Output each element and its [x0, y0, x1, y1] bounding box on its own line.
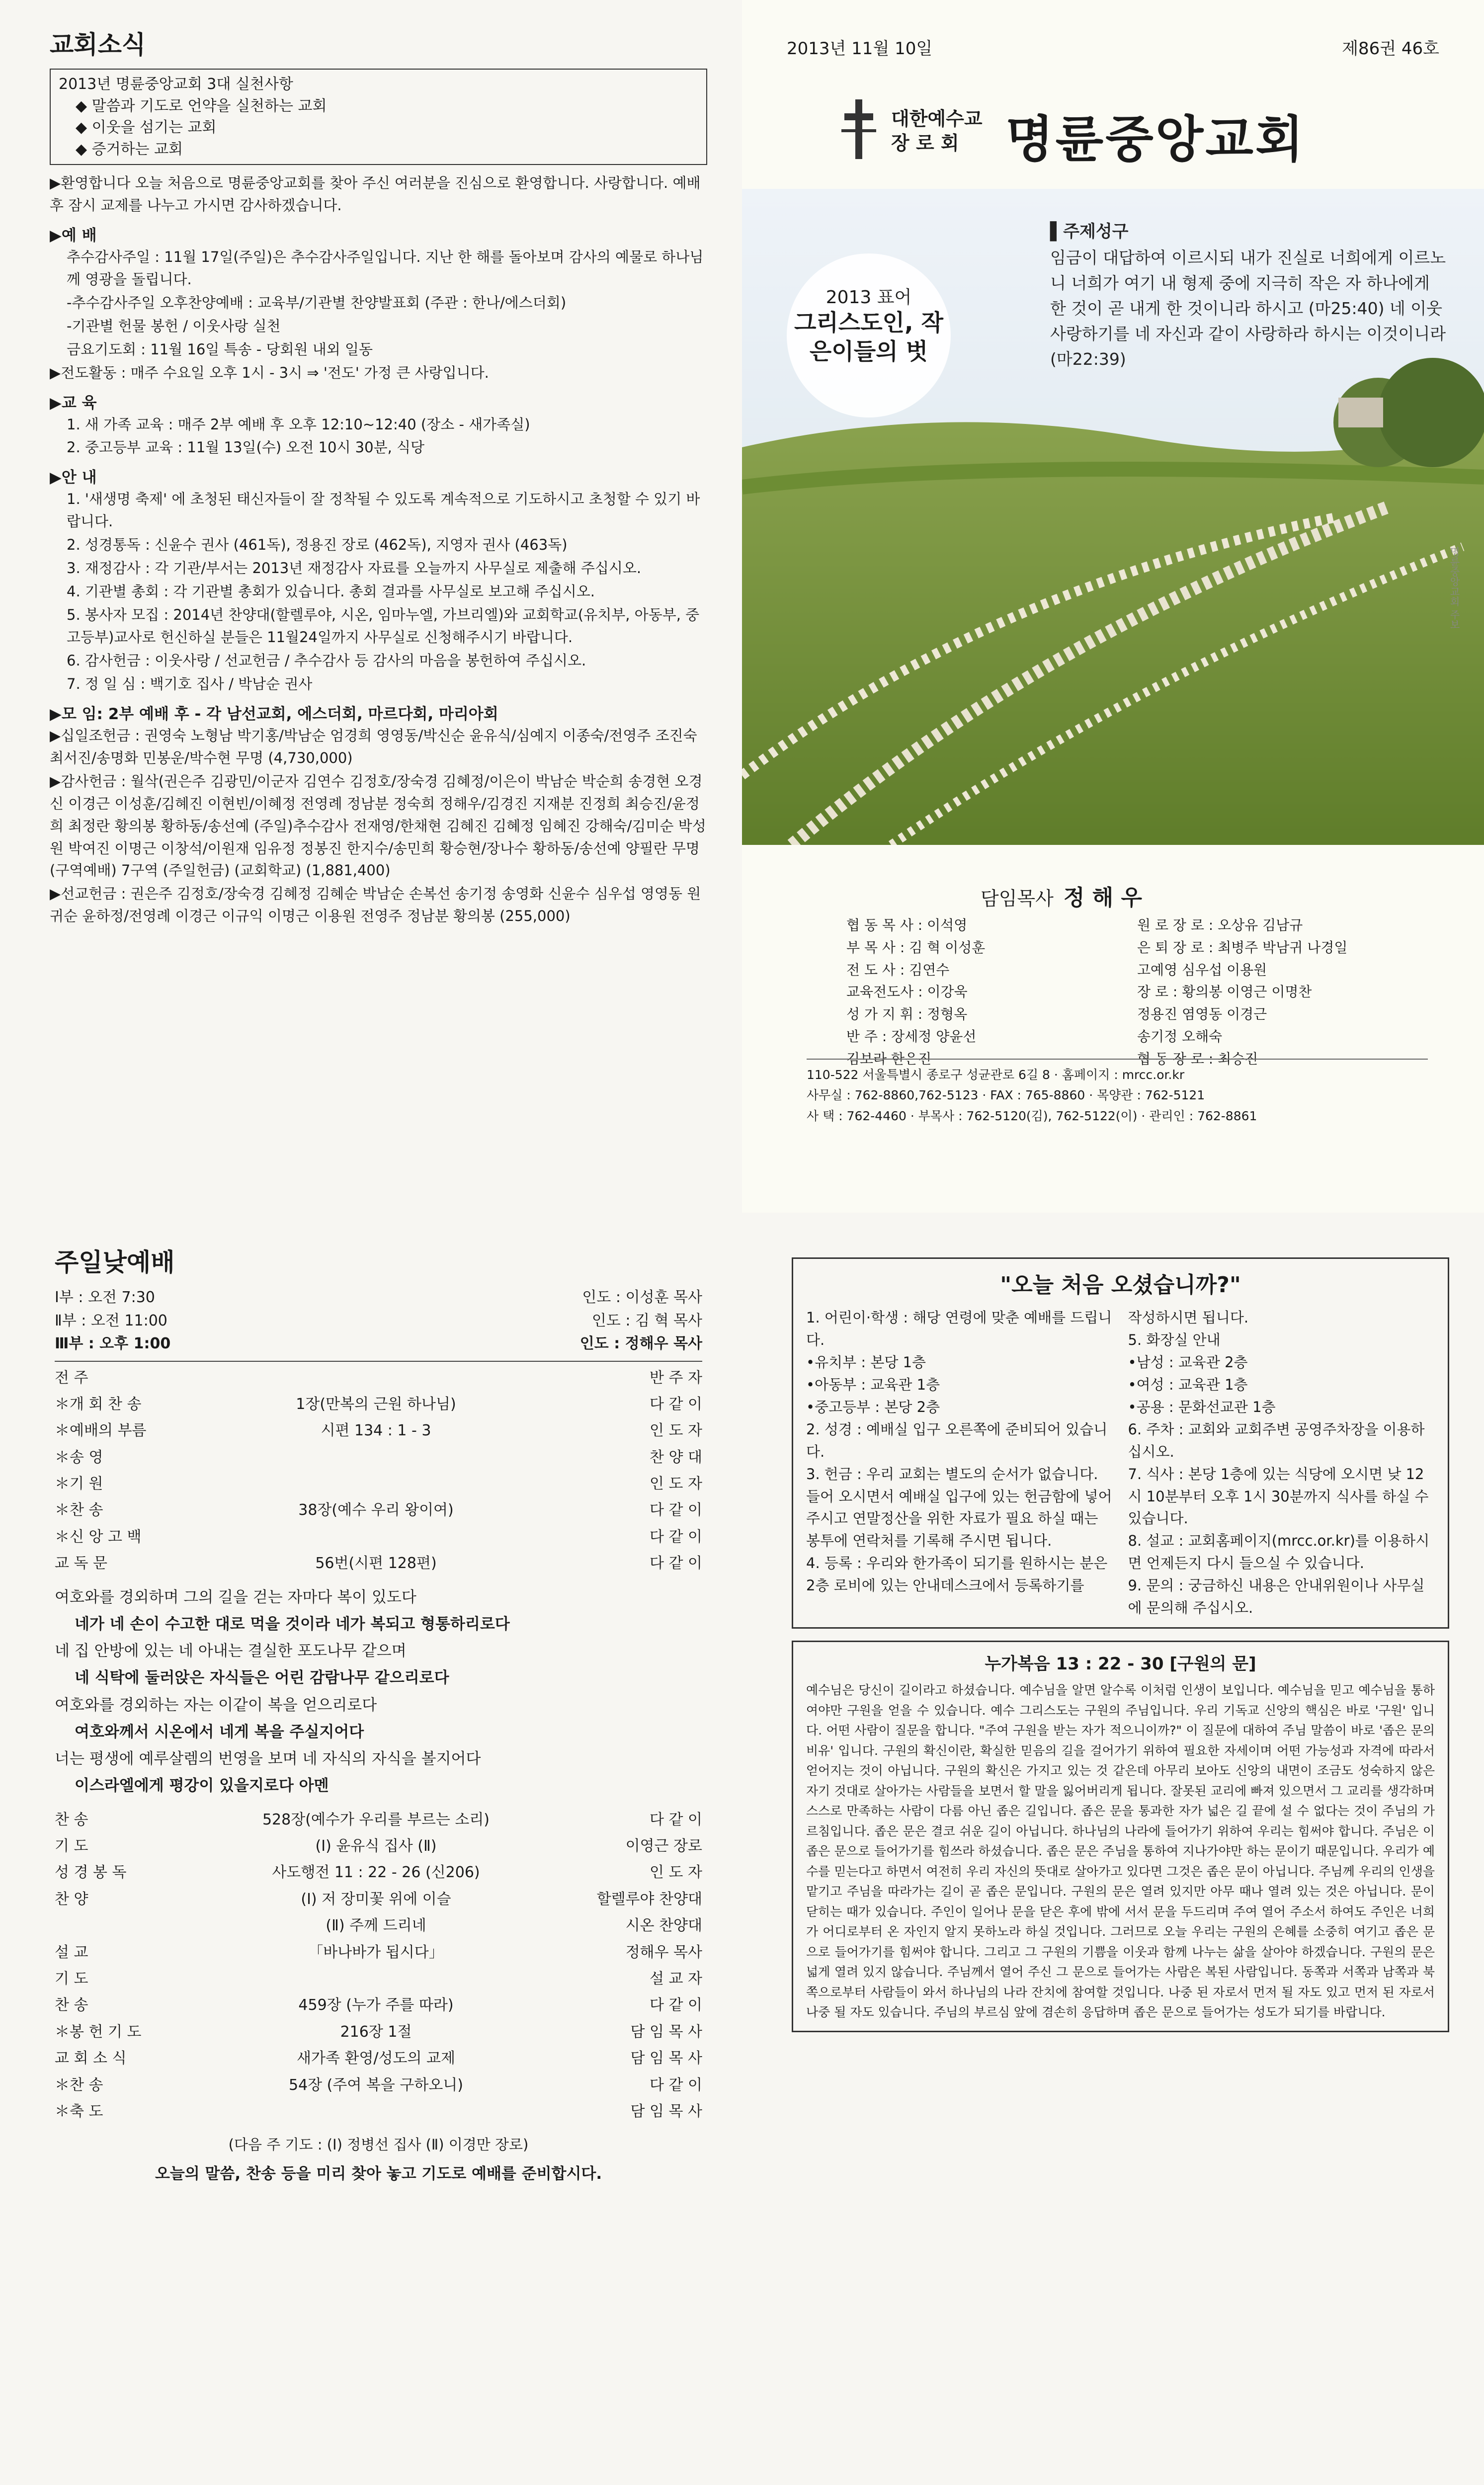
news-line: 1. 새 가족 교육 : 매주 2부 예배 후 오후 12:10~12:40 (장소 - 새가족실) — [67, 415, 530, 433]
next-week-prayer: (다음 주 기도 : (Ⅰ) 정병선 집사 (Ⅱ) 이경만 장로) — [228, 2136, 529, 2154]
goals-box — [50, 69, 707, 165]
visitor-info-line: •아동부 : 교육관 1층 — [806, 1376, 940, 1393]
offering-list: ▶십일조헌금 : 권영숙 노형남 박기홍/박남순 엄경희 영영동/박신순 윤유식/심예지 이종숙/전영주 조진숙 최서진/송명화 민봉운/박수현 무명 (4,730,000) — [50, 727, 697, 766]
order-row: (Ⅱ) 주께 드리네 시온 찬양대 — [326, 1917, 702, 1935]
responsive-line: 네 식탁에 둘러앉은 자식들은 어린 감람나무 같으리로다 — [75, 1669, 449, 1687]
section-heading: ▶모 임: 2부 예배 후 - 각 남선교회, 에스더회, 마르다회, 마리아회 — [50, 705, 498, 723]
scripture-title: 누가복음 13 : 22 - 30 [구원의 문] — [985, 1654, 1256, 1674]
news-line: 1. '새생명 축제' 에 초청된 태신자들이 잘 정착될 수 있도록 계속적으로 기도하시고 초청할 수 있기 바랍니다. — [67, 491, 700, 530]
order-row: ＊찬 송 38장(예수 우리 왕이여) 다 같 이 — [55, 1501, 702, 1519]
responsive-line: 너는 평생에 예루살렘의 번영을 보며 네 자식의 자식을 볼지어다 — [55, 1750, 481, 1768]
weekday-worship-panel — [0, 2445, 742, 2485]
order-row: 전 주 반 주 자 — [55, 1369, 702, 1387]
news-line: 추수감사주일 : 11월 17일(주일)은 추수감사주일입니다. 지난 한 해를 돌아보며 감사의 예물로 하나님께 영광을 돌립니다. — [67, 248, 704, 288]
welcome-box — [792, 1257, 1449, 1629]
service-time-row: Ⅰ부 : 오전 7:30 인도 : 이성훈 목사 — [55, 1289, 702, 1306]
responsive-line: 여호와께서 시온에서 네게 복을 주실지어다 — [75, 1723, 364, 1741]
visitor-info-line: 2. 성경 : 예배실 입구 오른쪽에 준비되어 있습니다. — [806, 1420, 1108, 1460]
order-row: ＊예배의 부름 시편 134 : 1 - 3 인 도 자 — [55, 1422, 702, 1440]
theme-text: 임금이 대답하여 이르시되 내가 진실로 너희에게 이르노니 너희가 여기 내 형제 중에 지극히 작은 자 하나에게 한 것이 곧 내게 한 것이니라 하시고 (마25:40) 네 이웃 사랑하기를 네 자신과 같이 사랑하라 하시는 이것이니라 (마22:39) — [1050, 248, 1446, 369]
senior-pastor: 담임목사 정 해 우 — [981, 885, 1142, 911]
visitor-info-line: 7. 식사 : 본당 1층에 있는 식당에 오시면 낮 12시 10분부터 오후 1시 30분까지 식사를 하실 수 있습니다. — [1128, 1465, 1429, 1527]
order-row: 교 회 소 식 새가족 환영/성도의 교제 담 임 목 사 — [55, 2050, 702, 2068]
news-line: 2. 성경통독 : 신윤수 권사 (461독), 정용진 장로 (462독), 지영자 권사 (463독) — [67, 536, 568, 554]
section-heading: ▶안 내 — [50, 469, 97, 487]
theme-title: ▌주제성구 — [1050, 222, 1129, 242]
news-line: -추수감사주일 오후찬양예배 : 교육부/기관별 찬양발표회 (주관 : 한나/에스더회) — [67, 294, 567, 311]
section-heading: ▶예 배 — [50, 226, 97, 245]
responsive-reading — [55, 1584, 702, 1800]
visitor-info-line: 작성하시면 됩니다. — [1128, 1309, 1249, 1326]
prep-note: 오늘의 말씀, 찬송 등을 미리 찾아 놓고 기도로 예배를 준비합시다. — [155, 2165, 602, 2183]
order-row: ＊찬 송 54장 (주여 복을 구하오니) 다 같 이 — [55, 2076, 702, 2094]
sermon-summary: 예수님은 당신이 길이라고 하셨습니다. 예수님을 알면 알수록 이처럼 인생이 보입니다. 예수님을 믿고 예수님을 통하여야만 구원을 얻을 수 있습니다. 예수 그리스도는 구원의 주님입니다. 우리 기독교 신앙의 핵심은 바로 '구원' 입니다. 어떤 사람이 질문을 합니다. "주여 구원을 받는 자가 적으니이까?" 이 질문에 대하여 주님 말씀이 바로 '좁은 문의 비유' 입니다. 구원의 확신이란, 확실한 믿음의 길을 걸어가기 위하여 필요한 자세이며 어떤 가능성과 자격에 따라서 얻어지는 것이 아닙니다. 구원의 확신은 가지고 있는 것 같은데 아무리 보아도 신앙의 내면이 조금도 성숙하지 않은 자기 것대로 살아가는 사람들을 보면서 할 말을 잃어버리게 됩니다. 잘못된 교리에 빠져 있으면서 그 교리를 생각하며 스스로 만족하는 사람이 다름 아닌 좁은 길입니다. 좁은 문을 통과한 자가 넓은 길 끝에 설 수 없다는 것이 주님의 가르침입니다. 좁은 문은 결코 쉬운 길이 아닙니다. 하나님의 나라에 들어가기 위하여 우리는 힘써야 합니다. 주님은 이 좁은 문으로 들어가기를 힘쓰라 하셨습니다. 좁은 문은 주님을 통하여 지나가야만 하는 문이기 때문입니다. 우리가 예수를 믿는다고 하면서 여전히 우리 자신의 뜻대로 살아가고 있다면 그것은 좁은 문이 아닙니다. 주님께 우리의 인생을 맡기고 주님을 따라가는 길이 곧 좁은 문입니다. 구원의 문은 열려 있지만 아무 때나 열려 있는 것은 아닙니다. 문이 닫히는 때가 있습니다. 주인이 일어나 문을 닫은 후에 밖에 서서 문을 두드리며 주여 열어 주소서 하여도 주인은 너희가 어디로부터 온 자인지 알지 못하노라 하실 것입니다. 그러므로 오늘 우리는 구원의 은혜를 소중히 여기고 좁은 문으로 들어가기를 힘써야 합니다. 그리고 그 구원의 기쁨을 이웃과 함께 나누는 삶을 살아야 하겠습니다. 구원의 문은 넓게 열려 있지 않습니다. 주님께서 열어 주신 그 문으로 들어가는 사람은 복된 사람입니다. 동쪽과 서쪽과 남쪽과 북쪽으로부터 사람들이 와서 하나님의 나라 잔치에 참여할 것입니다. 나중 된 자로서 먼저 될 자도 있고 먼저 된 자로서 나중 될 자도 있습니다. 주님의 부르심 앞에 겸손히 응답하며 좁은 문으로 들어가는 성도가 되기를 바랍니다. — [806, 1683, 1435, 2020]
goal-item: ◆ 증거하는 교회 — [76, 140, 183, 158]
news-line: ▶전도활동 : 매주 수요일 오후 1시 - 3시 ⇒ '전도' 가정 큰 사랑입니다. — [50, 364, 489, 381]
info-panel — [742, 2445, 1484, 2485]
responsive-line: 이스라엘에게 평강이 있을지로다 아멘 — [75, 1777, 329, 1795]
news-line: 금요기도회 : 11월 16일 특송 - 당회원 내외 일동 — [67, 340, 373, 358]
staff-list: 협 동 목 사 : 이석영 원 로 장 로 : 오상유 김남규 부 목 사 : 김 혁 이성훈 은 퇴 장 로 : 최병주 박남귀 나경일 전 도 사 : 김연수 고예영 심우섭 이용원 교육전도사 : 이강욱 장 로 : 황의봉 이영근 이명찬 성 가 지 휘 : 정형옥 정용진 염영동 이경근 반 주 : 장세정 양윤선 송기정 오해숙 김보라 한은진 협 동 장 로 : 최승진 — [846, 917, 1348, 1067]
order-row: ＊축 도 담 임 목 사 — [55, 2102, 702, 2120]
side-label: 명륜중앙교회 주보 — [1448, 547, 1460, 630]
church-address: 110-522 서울특별시 종로구 성균관로 6길 8 · 홈페이지 : mrcc.or.kr 사무실 : 762-8860,762-5123 · FAX : 765-8860 · 목양관 : 762-5121 사 택 : 762-4460 · 부목사 : 762-5120(김), 762-5122(이) · 관리인 : 762-8861 — [807, 1059, 1428, 1126]
service-time-row: Ⅲ부 : 오후 1:00 인도 : 정해우 목사 — [55, 1335, 702, 1352]
order-row: 기 도 (Ⅰ) 윤유식 집사 (Ⅱ) 이영근 장로 — [55, 1837, 702, 1855]
visitor-info-line: 1. 어린이·학생 : 해당 연령에 맞춘 예배를 드립니다. — [806, 1309, 1112, 1348]
order-row: ＊봉 헌 기 도 216장 1절 담 임 목 사 — [55, 2023, 702, 2041]
bulletin-date: 2013년 11월 10일 — [787, 39, 933, 59]
offering-list: ▶감사헌금 : 월삭(권은주 김광민/이군자 김연수 김정호/장숙경 김혜정/이은이 박남순 박순희 송경현 오경신 이경근 이성훈/김혜진 이현빈/이혜정 전영례 정남분 정숙희 정해우/김경진 지재분 진정희 최승진/윤정희 최정란 황의봉 황하동/송선예 (주일)추수감사 전재영/한채현 김혜진 김혜정 임혜진 강해숙/김미순 박성원 박여진 이명근 이창석/이원재 임유정 정봉진 한지수/송민희 황승현/장나수 황하동/송선예 양필란 무명 (구역예배) 7구역 (주일헌금) (교회학교) (1,881,400) — [50, 772, 706, 879]
visitor-info-line: •유치부 : 본당 1층 — [806, 1353, 926, 1371]
news-line: 3. 재정감사 : 각 기관/부서는 2013년 재정감사 자료를 오늘까지 사무실로 제출해 주십시오. — [67, 560, 642, 577]
order-row: ＊개 회 찬 송 1장(만복의 근원 하나님) 다 같 이 — [55, 1395, 702, 1413]
welcome-text: ▶환영합니다 오늘 처음으로 명륜중앙교회를 찾아 주신 여러분을 진심으로 환영합니다. 사랑합니다. 예배 후 잠시 교제를 나누고 가시면 감사하겠습니다. — [50, 174, 701, 214]
church-news-panel — [0, 0, 742, 1213]
visitor-info-line: 5. 화장실 안내 — [1128, 1331, 1221, 1348]
visitor-panel — [742, 1213, 1484, 2445]
responsive-line: 여호와를 경외하는 자는 이같이 복을 얻으리로다 — [55, 1696, 377, 1714]
order-row: ＊송 영 찬 양 대 — [55, 1448, 702, 1466]
order-row: 교 독 문 56번(시편 128편) 다 같 이 — [55, 1555, 702, 1573]
service-time-row: Ⅱ부 : 오전 11:00 인도 : 김 혁 목사 — [55, 1312, 702, 1329]
denomination: 대한예수교 장 로 회 — [891, 108, 983, 155]
sermon-summary-box — [792, 1641, 1449, 2032]
visitor-info-line: 8. 설교 : 교회홈페이지(mrcc.or.kr)를 이용하시면 언제든지 다시 들으실 수 있습니다. — [1128, 1532, 1430, 1572]
responsive-line: 여호와를 경외하며 그의 길을 걷는 자마다 복이 있도다 — [55, 1588, 416, 1606]
visitor-info-line: •중고등부 : 본당 2층 — [806, 1398, 940, 1415]
visitor-info-line: 3. 헌금 : 우리 교회는 별도의 순서가 없습니다. 들어 오시면서 예배실 입구에 있는 헌금함에 넣어 주시고 연말정산을 위한 자료가 필요 하실 때는 봉투에 연락처를 기록해 주시면 됩니다. — [806, 1465, 1112, 1550]
news-line: -기관별 헌물 봉헌 / 이웃사랑 실천 — [67, 317, 281, 334]
motto-badge — [787, 253, 951, 417]
visitor-info-line: •남성 : 교육관 2층 — [1128, 1353, 1248, 1371]
sunday-worship-panel — [0, 1213, 742, 2445]
offering-list: ▶선교헌금 : 권은주 김정호/장숙경 김혜정 김혜순 박남순 손복선 송기정 송영화 신윤수 심우섭 영영동 원귀순 윤하정/전영례 이경근 이규익 이명근 이용원 전영주 정남분 황의봉 (255,000) — [50, 885, 701, 925]
order-row: 찬 양 (Ⅰ) 저 장미꽃 위에 이슬 할렐루야 찬양대 — [55, 1890, 702, 1908]
goal-item: ◆ 이웃을 섬기는 교회 — [76, 119, 217, 136]
motto-label: 2013 표어 — [825, 287, 912, 308]
responsive-line: 네 집 안방에 있는 네 아내는 결실한 포도나무 같으며 — [55, 1642, 407, 1660]
order-row: 찬 송 459장 (누가 주를 따라) 다 같 이 — [55, 1996, 702, 2014]
news-line: 2. 중고등부 교육 : 11월 13일(수) 오전 10시 30분, 식당 — [67, 439, 425, 456]
order-row: 찬 송 528장(예수가 우리를 부르는 소리) 다 같 이 — [55, 1811, 702, 1828]
cover-header — [787, 35, 1439, 65]
visitor-info-line: •공용 : 문화선교관 1층 — [1128, 1398, 1276, 1415]
visitor-info-line: 6. 주차 : 교회와 교회주변 공영주차장을 이용하십시오. — [1128, 1420, 1425, 1460]
theme-verse — [1050, 219, 1448, 372]
cover-panel — [742, 0, 1484, 1213]
church-name: 명륜중앙교회 — [1005, 110, 1306, 168]
worship-title: 주일낮예배 — [55, 1248, 175, 1277]
order-row: ＊신 앙 고 백 다 같 이 — [55, 1528, 702, 1546]
order-row: ＊기 원 인 도 자 — [55, 1475, 702, 1493]
issue-number: 제86권 46호 — [1342, 39, 1439, 59]
news-line: 4. 기관별 총회 : 각 기관별 총회가 있습니다. 총회 결과를 사무실로 보고해 주십시오. — [67, 583, 595, 600]
responsive-line: 네가 네 손이 수고한 대로 먹을 것이라 네가 복되고 형통하리로다 — [75, 1615, 510, 1633]
news-line: 6. 감사헌금 : 이웃사랑 / 선교헌금 / 추수감사 등 감사의 마음을 봉헌하여 주십시오. — [67, 652, 586, 669]
cross-logo-icon — [841, 99, 876, 159]
order-row: 설 교 「바나바가 됩시다」 정해우 목사 — [55, 1943, 702, 1961]
goal-item: ◆ 말씀과 기도로 언약을 실천하는 교회 — [76, 97, 327, 115]
section-heading: ▶교 육 — [50, 394, 97, 412]
motto-text: 그리스도인, 작은이들의 벗 — [794, 309, 944, 365]
visitor-info-line: •여성 : 교육관 1층 — [1128, 1376, 1248, 1393]
news-title: 교회소식 — [50, 30, 146, 59]
goals-title: 2013년 명륜중앙교회 3대 실천사항 — [59, 76, 293, 93]
news-line: 7. 정 일 심 : 백기호 집사 / 박남순 권사 — [67, 675, 313, 692]
visitor-info-line: 4. 등록 : 우리와 한가족이 되기를 원하시는 분은 2층 로비에 있는 안내데스크에서 등록하기를 — [806, 1555, 1108, 1594]
order-row: 성 경 봉 독 사도행전 11 : 22 - 26 (신206) 인 도 자 — [55, 1864, 702, 1882]
order-row: 기 도 설 교 자 — [55, 1970, 702, 1988]
news-line: 5. 봉사자 모집 : 2014년 찬양대(할렐루야, 시온, 임마누엘, 가브리엘)와 교회학교(유치부, 아동부, 중고등부)교사로 헌신하실 분들은 11월24일까지 사무실로 신청해주시기 바랍니다. — [67, 606, 700, 646]
welcome-box-title: "오늘 처음 오셨습니까?" — [1000, 1272, 1241, 1298]
visitor-info-line: 9. 문의 : 궁금하신 내용은 안내위원이나 사무실에 문의해 주십시오. — [1128, 1577, 1425, 1617]
